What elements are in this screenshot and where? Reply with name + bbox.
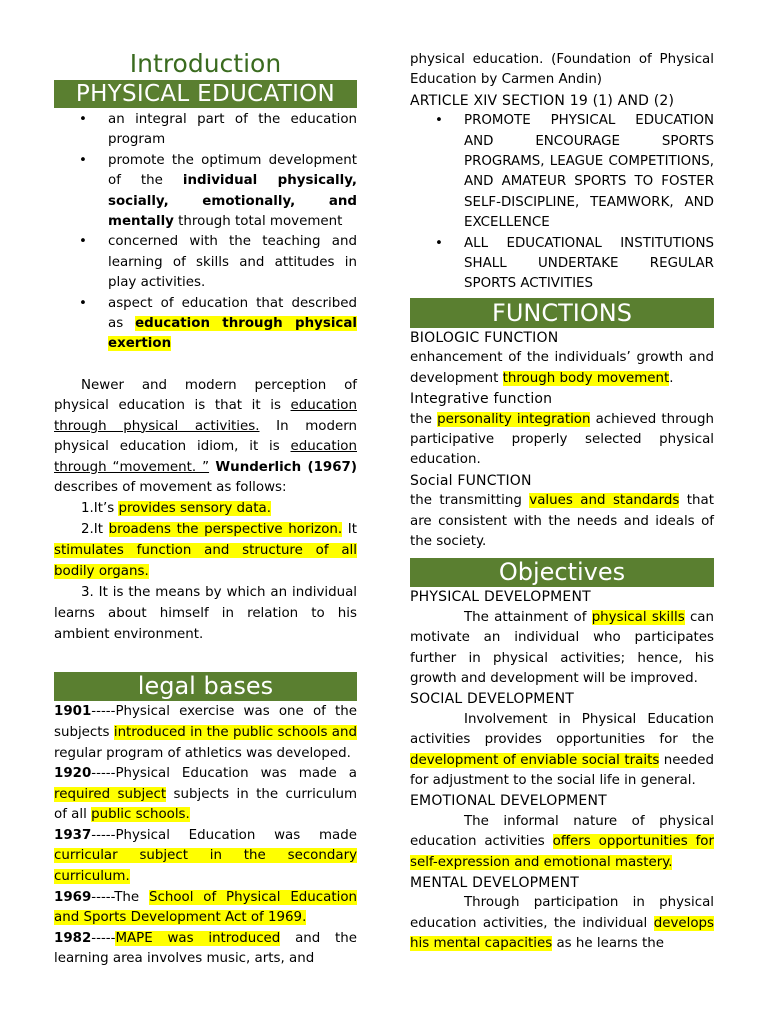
social-dev-heading: SOCIAL DEVELOPMENT [410,691,574,708]
list-item: • PROMOTE PHYSICAL EDUCATION AND ENCOURAGE SPORTS PROGRAMS, LEAGUE COMPETITIONS, AND AMATEUR SPORTS TO FOSTER SELF-DISCIPLINE, TEAMWORK, AND EXCELLENCE [435,113,714,231]
perception-paragraph: Newer and modern perception of physical education is that it is education through physical activities. In modern physical education idiom, it is education through “movement. ” Wunderlich (1967) describes of movement as follows: [54,377,357,495]
mental-dev-heading: MENTAL DEVELOPMENT [410,875,580,892]
pe-banner: PHYSICAL EDUCATION [54,80,357,108]
legal-list [54,702,357,970]
bullet-icon: • [79,295,87,311]
bullet-icon: • [79,152,87,168]
integrative-text: the personality integration achieved through participative properly selected physical education. [410,411,714,468]
physical-dev-text: The attainment of physical skills can motivate an individual who participates further in physical activities; hence, his growth and development will be improved. [410,609,714,686]
movement-item-2: 2.It broadens the perspective horizon. It stimulates function and structure of all bodily organs. [54,522,357,580]
mental-dev-text: Through participation in physical education activities, the individual develops his mental capacities as he learns the [410,895,714,952]
legal-item: 1969-----The School of Physical Education and Sports Development Act of 1969. [54,889,357,926]
physical-dev-heading: PHYSICAL DEVELOPMENT [410,589,591,606]
movement-item-3: 3. It is the means by which an individual learns about himself in relation to his ambient environment. [54,585,357,643]
list-item: • ALL EDUCATIONAL INSTITUTIONS SHALL UNDERTAKE REGULAR SPORTS ACTIVITIES [435,235,714,292]
movement-list [54,498,357,645]
legal-item: 1901-----Physical exercise was one of the subjects introduced in the public schools and regular program of athletics was developed. [54,704,357,761]
right-column [410,0,714,955]
list-item: • promote the optimum development of the individual physically, socially, emotionally, and mentally through total movement [79,152,357,230]
list-item: • an integral part of the education program [79,112,357,148]
emotional-dev-heading: EMOTIONAL DEVELOPMENT [410,793,607,810]
emotional-dev-text: The informal nature of physical education activities offers opportunities for self-expression and emotional mastery. [410,813,714,870]
integrative-heading: Integrative function [410,391,553,408]
legal-bases-banner: legal bases [54,672,357,701]
movement-item-1: 1.It’s provides sensory data. [81,501,271,517]
list-item: • concerned with the teaching and learning of skills and attitudes in play activities. [79,234,357,291]
legal-item: 1937-----Physical Education was made curricular subject in the secondary curriculum. [54,827,357,885]
bullet-icon: • [79,234,87,250]
bullet-icon: • [435,113,443,129]
legal-item: 1920-----Physical Education was made a required subject subjects in the curriculum of all public schools. [54,766,357,823]
article-bullet-list [410,111,714,295]
objectives-banner: Objectives [410,558,714,587]
left-column [54,0,357,970]
continued-text: physical education. (Foundation of Physical Education by Carmen Andin) [410,52,714,88]
legal-item: 1982-----MAPE was introduced and the learning area involves music, arts, and [54,930,357,967]
intro-title: Introduction [129,49,282,78]
list-item: • aspect of education that described as education through physical exertion [79,295,357,352]
biologic-heading: BIOLOGIC FUNCTION [410,329,559,346]
social-dev-text: Involvement in Physical Education activities provides opportunities for the development of enviable social traits needed for adjustment to the social life in general. [410,711,714,788]
social-function-heading: Social FUNCTION [410,472,532,489]
pe-bullet-list [54,110,357,355]
article-heading: ARTICLE XIV SECTION 19 (1) AND (2) [410,92,675,109]
bullet-icon: • [79,112,87,127]
social-function-text: the transmitting values and standards that are consistent with the needs and ideals of the society. [410,493,714,549]
functions-banner: FUNCTIONS [410,298,714,328]
bullet-icon: • [435,235,443,251]
biologic-text: enhancement of the individuals’ growth and development through body movement. [410,350,714,386]
